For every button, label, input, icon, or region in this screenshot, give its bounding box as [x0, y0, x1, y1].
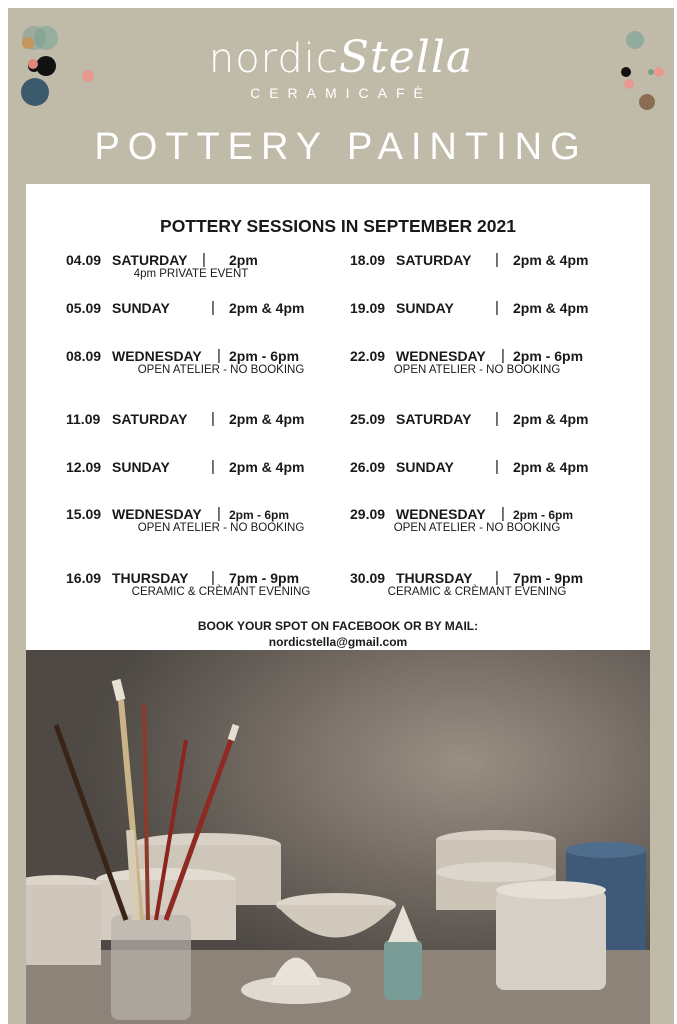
- session-day: SATURDAY: [396, 252, 472, 268]
- session-day: WEDNESDAY: [112, 348, 202, 364]
- session-date: 26.09: [350, 459, 386, 475]
- brand-name-part2: Stella: [338, 32, 474, 83]
- booking-email: nordicstella@gmail.com: [268, 635, 408, 649]
- session-time: 2pm & 4pm: [513, 252, 589, 268]
- session-day: WEDNESDAY: [396, 348, 486, 364]
- session-time: 2pm & 4pm: [513, 459, 589, 475]
- session-separator: |: [501, 505, 505, 522]
- session-date: 04.09: [66, 252, 102, 268]
- session-separator: |: [495, 569, 499, 586]
- session-date: 16.09: [66, 570, 102, 586]
- session-separator: |: [202, 251, 206, 268]
- booking-info: [26, 618, 650, 650]
- session-note: OPEN ATELIER - NO BOOKING: [393, 522, 561, 534]
- session-day: THURSDAY: [112, 570, 189, 586]
- session-day: SATURDAY: [112, 411, 188, 427]
- session-date: 29.09: [350, 506, 386, 522]
- session-separator: |: [211, 569, 215, 586]
- session-separator: |: [501, 347, 505, 364]
- schedule-card: [26, 184, 650, 650]
- session-note: OPEN ATELIER - NO BOOKING: [137, 522, 305, 534]
- session-note: 4pm PRIVATE EVENT: [133, 268, 249, 280]
- session-separator: |: [495, 458, 499, 475]
- session-day: WEDNESDAY: [112, 506, 202, 522]
- session-day: SATURDAY: [396, 411, 472, 427]
- brand-subtitle: CERAMICAFÈ: [250, 85, 432, 101]
- session-day: SUNDAY: [396, 300, 454, 316]
- session-time: 2pm & 4pm: [229, 459, 305, 475]
- booking-instructions: BOOK YOUR SPOT ON FACEBOOK OR BY MAIL:: [197, 619, 479, 633]
- session-date: 11.09: [66, 411, 101, 427]
- session-note: OPEN ATELIER - NO BOOKING: [393, 364, 561, 376]
- session-separator: |: [211, 299, 215, 316]
- session-time: 2pm & 4pm: [229, 411, 305, 427]
- session-day: THURSDAY: [396, 570, 473, 586]
- session-separator: |: [211, 458, 215, 475]
- session-date: 19.09: [350, 300, 386, 316]
- poster-title: POTTERY PAINTING: [94, 126, 588, 168]
- session-separator: |: [217, 347, 221, 364]
- session-time: 2pm & 4pm: [229, 300, 305, 316]
- session-day: SUNDAY: [396, 459, 454, 475]
- session-time: 7pm - 9pm: [229, 570, 300, 586]
- session-separator: |: [495, 410, 499, 427]
- session-date: 22.09: [350, 348, 386, 364]
- brand-logo: [8, 34, 674, 101]
- session-time: 2pm - 6pm: [229, 348, 300, 364]
- session-time: 2pm & 4pm: [513, 300, 589, 316]
- session-time: 2pm & 4pm: [513, 411, 589, 427]
- session-separator: |: [495, 299, 499, 316]
- session-time: 2pm - 6pm: [229, 508, 290, 522]
- session-separator: |: [217, 505, 221, 522]
- session-date: 12.09: [66, 459, 102, 475]
- session-day: WEDNESDAY: [396, 506, 486, 522]
- session-date: 25.09: [350, 411, 386, 427]
- session-day: SATURDAY: [112, 252, 188, 268]
- schedule-heading: POTTERY SESSIONS IN SEPTEMBER 2021: [160, 216, 516, 236]
- session-separator: |: [211, 410, 215, 427]
- session-time: 2pm - 6pm: [513, 348, 584, 364]
- session-time: 7pm - 9pm: [513, 570, 584, 586]
- brand-name-part1: nordic: [208, 36, 339, 82]
- session-separator: |: [495, 251, 499, 268]
- pottery-photo: [26, 650, 650, 1024]
- session-date: 08.09: [66, 348, 102, 364]
- session-day: SUNDAY: [112, 459, 170, 475]
- poster: [8, 8, 674, 1024]
- session-time: 2pm - 6pm: [513, 508, 574, 522]
- session-note: CERAMIC & CRÈMANT EVENING: [131, 586, 311, 598]
- session-note: OPEN ATELIER - NO BOOKING: [137, 364, 305, 376]
- session-date: 05.09: [66, 300, 102, 316]
- session-date: 15.09: [66, 506, 102, 522]
- session-time: 2pm: [229, 252, 258, 268]
- session-date: 18.09: [350, 252, 386, 268]
- session-date: 30.09: [350, 570, 386, 586]
- session-day: SUNDAY: [112, 300, 170, 316]
- session-note: CERAMIC & CRÈMANT EVENING: [387, 586, 567, 598]
